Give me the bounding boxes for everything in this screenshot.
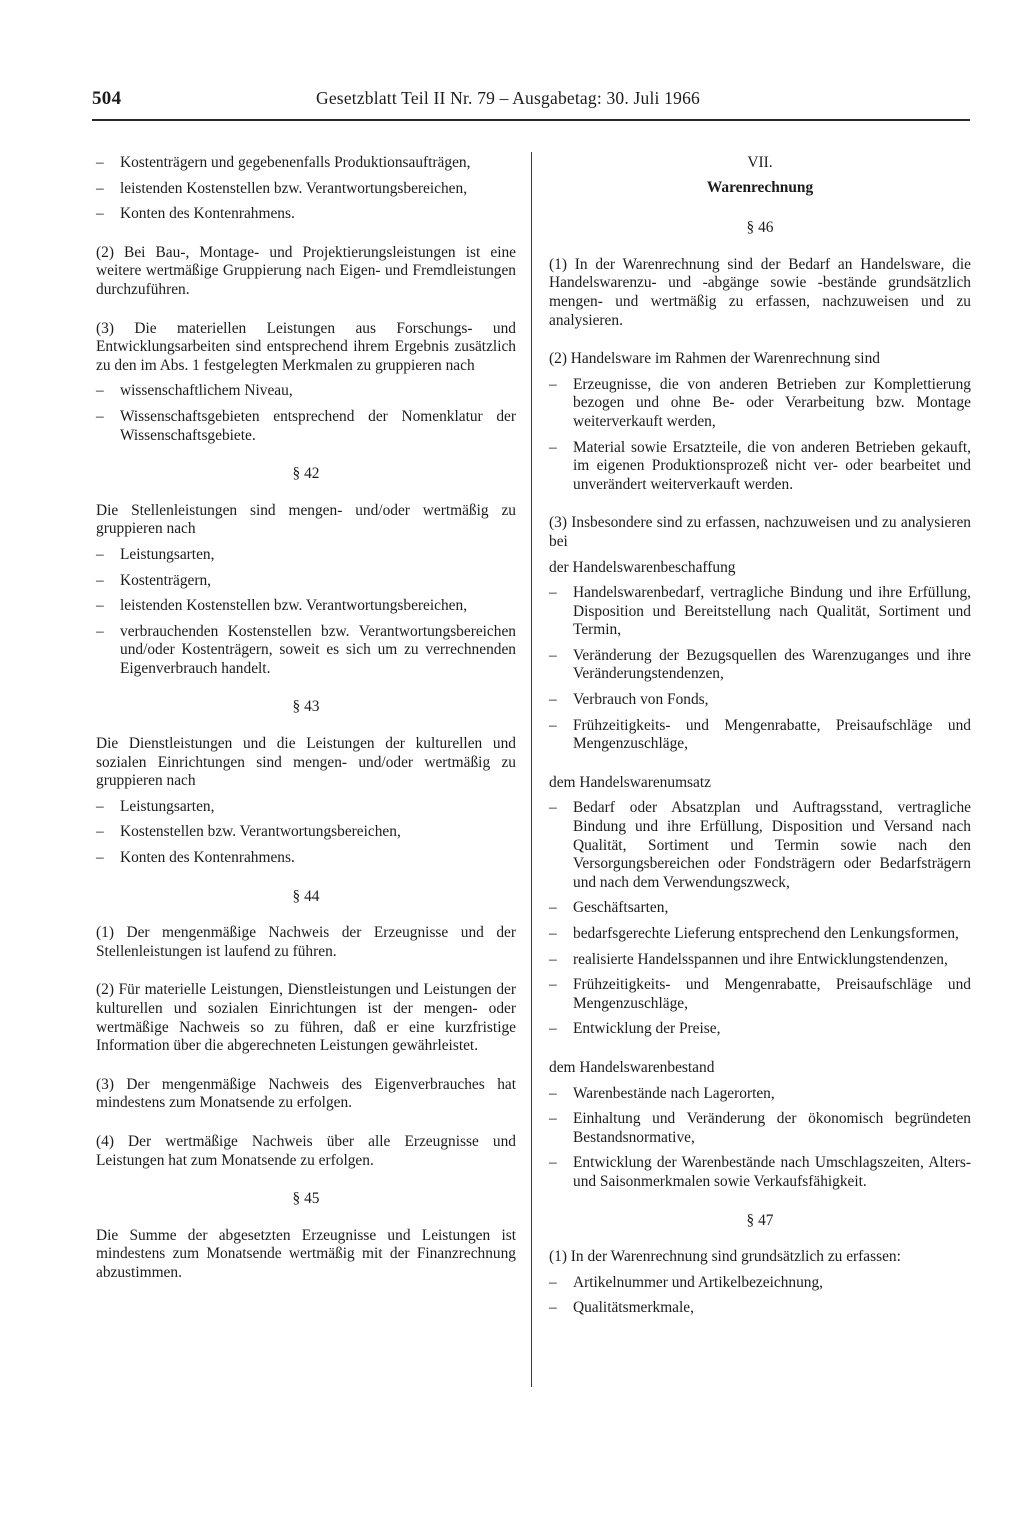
list-item: – Qualitätsmerkmale, (549, 1299, 971, 1318)
list-item: – Material sowie Ersatzteile, die von anderen Betrieben gekauft, im eigenen Produktionsprozeß nicht ver- oder bearbeitet und unverändert weiterverkauft werden. (549, 439, 971, 495)
paragraph: Die Dienstleistungen und die Leistungen der kulturellen und sozialen Einrichtungen sind mengen- und/oder wertmäßig zu gruppieren nach (96, 735, 516, 790)
subgroup-label: dem Handelswarenbestand (549, 1058, 715, 1076)
left-column (96, 154, 516, 1303)
page-header (0, 0, 1024, 130)
list-umsatz (549, 799, 971, 1039)
list-item: – Frühzeitigkeits- und Mengenrabatte, Preisaufschläge und Mengenzuschläge, (549, 717, 971, 754)
paragraph: Die Stellenleistungen sind mengen- und/oder wertmäßig zu gruppieren nach (96, 501, 516, 538)
list-item: – Geschäftsarten, (549, 899, 971, 918)
paragraph: (3) Der mengenmäßige Nachweis des Eigenverbrauches hat mindestens zum Monatsende zu erfolgen. (96, 1075, 516, 1112)
paragraph: (3) Die materiellen Leistungen aus Forschungs- und Entwicklungsarbeiten sind entsprechend ihrem Ergebnis zusätzlich zu den im Abs. 1 festgelegten Merkmalen zu gruppieren nach (96, 319, 516, 374)
section-heading-45: § 45 (292, 1190, 320, 1208)
section-heading-42: § 42 (292, 465, 320, 483)
list-item: – bedarfsgerechte Lieferung entsprechend den Lenkungsformen, (549, 925, 971, 944)
list-s43 (96, 798, 516, 868)
chapter-number: VII. (747, 154, 773, 171)
subgroup-label: der Handelswarenbeschaffung (549, 558, 736, 576)
list-s46-p2 (549, 376, 971, 495)
list-item: – leistenden Kostenstellen bzw. Verantwortungsbereichen, (96, 597, 516, 616)
list-item: – Konten des Kontenrahmens. (96, 849, 516, 868)
column-divider (531, 152, 532, 1387)
paragraph: (2) Bei Bau-, Montage- und Projektierungsleistungen ist eine weitere wertmäßige Gruppierung nach Eigen- und Fremdleistungen durchzuführen. (96, 243, 516, 298)
list-item: – Leistungsarten, (96, 798, 516, 817)
paragraph: (1) In der Warenrechnung sind grundsätzlich zu erfassen: (549, 1248, 901, 1266)
section-heading-44: § 44 (292, 887, 320, 905)
list-s47 (549, 1274, 971, 1318)
list-item: – Einhaltung und Veränderung der ökonomisch begründeten Bestandsnormative, (549, 1110, 971, 1147)
list-item: – Warenbestände nach Lagerorten, (549, 1085, 971, 1104)
list-item: – Entwicklung der Warenbestände nach Umschlagszeiten, Alters- und Saisonmerkmalen sowie Verkaufsfähigkeit. (549, 1154, 971, 1191)
chapter-title: Warenrechnung (706, 178, 814, 196)
header-rule (92, 119, 970, 121)
list-item: – Entwicklung der Preise, (549, 1020, 971, 1039)
paragraph: Die Summe der abgesetzten Erzeugnisse und Leistungen ist mindestens zum Monatsende wertmäßig mit der Finanzrechnung abzustimmen. (96, 1226, 516, 1281)
section-heading-46: § 46 (746, 219, 774, 237)
list-beschaffung (549, 584, 971, 754)
list-item: – Verbrauch von Fonds, (549, 691, 971, 710)
page-number: 504 (92, 88, 122, 109)
list-item: – Frühzeitigkeits- und Mengenrabatte, Preisaufschläge und Mengenzuschläge, (549, 976, 971, 1013)
list-item: – Leistungsarten, (96, 546, 516, 565)
list-item: – wissenschaftlichem Niveau, (96, 382, 516, 401)
list-item: – Artikelnummer und Artikelbezeichnung, (549, 1274, 971, 1293)
list-p3 (96, 382, 516, 445)
list-bestand (549, 1085, 971, 1192)
paragraph: (2) Handelsware im Rahmen der Warenrechnung sind (549, 350, 880, 368)
section-heading-43: § 43 (292, 698, 320, 716)
paragraph: (1) In der Warenrechnung sind der Bedarf an Handelsware, die Handelswarenzu- und -abgänge sowie -bestände grundsätzlich mengen- und wertmäßig zu erfassen, nachzuweisen und zu analysieren. (549, 255, 971, 329)
running-title: Gesetzblatt Teil II Nr. 79 – Ausgabetag: 30. Juli 1966 (316, 88, 700, 108)
list-item: – Konten des Kontenrahmens. (96, 205, 516, 224)
list-s42 (96, 546, 516, 679)
list-item: – Kostenträgern und gegebenenfalls Produktionsaufträgen, (96, 154, 516, 173)
list-item: – Veränderung der Bezugsquellen des Warenzuganges und ihre Veränderungstendenzen, (549, 647, 971, 684)
list-item: – Handelswarenbedarf, vertragliche Bindung und ihre Erfüllung, Disposition und Bereitstellung nach Qualität, Sortiment und Termin, (549, 584, 971, 640)
list-item: – Wissenschaftsgebieten entsprechend der Nomenklatur der Wissenschaftsgebiete. (96, 408, 516, 445)
paragraph: (1) Der mengenmäßige Nachweis der Erzeugnisse und der Stellenleistungen ist laufend zu führen. (96, 924, 516, 960)
list-item: – realisierte Handelsspannen und ihre Entwicklungstendenzen, (549, 951, 971, 970)
list-item: – Bedarf oder Absatzplan und Auftragsstand, vertragliche Bindung und ihre Erfüllung, Disposition und Versand nach Qualität, Sortiment und Termin sowie nach den Versorgungsbereichen oder Fondsträgern oder Bedarfsträgern und nach dem Verwendungszweck, (549, 799, 971, 892)
paragraph: (3) Insbesondere sind zu erfassen, nachzuweisen und zu analysieren bei (549, 514, 971, 550)
list-item: – Kostenstellen bzw. Verantwortungsbereichen, (96, 823, 516, 842)
list-item: – Kostenträgern, (96, 572, 516, 591)
section-heading-47: § 47 (746, 1211, 774, 1229)
subgroup-label: dem Handelswarenumsatz (549, 773, 711, 791)
list-item: – leistenden Kostenstellen bzw. Verantwortungsbereichen, (96, 180, 516, 199)
right-column (549, 154, 971, 1338)
list-item: – verbrauchenden Kostenstellen bzw. Verantwortungsbereichen und/oder Kostenträgern, soweit es sich um zu verrechnenden Eigenverbrauch handelt. (96, 623, 516, 679)
list-item: – Erzeugnisse, die von anderen Betrieben zur Komplettierung bezogen und ohne Be- oder Verarbeitung bzw. Montage weiterverkauft werden, (549, 376, 971, 432)
paragraph: (4) Der wertmäßige Nachweis über alle Erzeugnisse und Leistungen hat zum Monatsende zu erfolgen. (96, 1132, 516, 1169)
list-top (96, 154, 516, 224)
paragraph: (2) Für materielle Leistungen, Dienstleistungen und Leistungen der kulturellen und sozialen Einrichtungen ist der mengen- oder wertmäßige Nachweis so zu führen, daß er eine kurzfristige Information über die abgerechneten Leistungen gewährleistet. (96, 981, 516, 1055)
